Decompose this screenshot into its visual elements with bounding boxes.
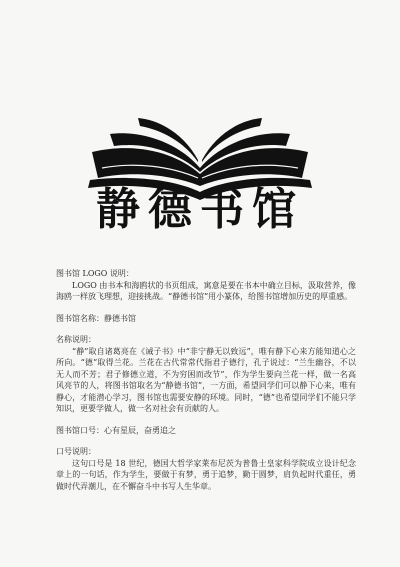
library-name-heading: 图书馆名称： (56, 313, 104, 323)
motto-description-heading: 口号说明： (56, 447, 96, 456)
library-name-section (56, 313, 356, 325)
name-description-section (56, 334, 356, 415)
logo-description-text: LOGO 由书本和海鸥状的书页组成，寓意是要在书本中确立目标，汲取营养，像海鸥一样放飞理想，迎接挑战。“静德书馆”用小篆体，给图书馆增加历史的厚重感。 (56, 280, 356, 301)
library-logo (80, 112, 320, 262)
library-logo-title: 静德书馆 (96, 184, 304, 235)
motto-description-text: 这句口号是 18 世纪，德国大哲学家莱布尼茨为普鲁士皇家科学院成立设计纪念章上的一句话，作为学生，要做于有梦，勇于追梦，勤于圆梦，肩负起时代重任，勇做时代弄潮儿，在不懈奋斗中书写人生华章。 (56, 458, 356, 491)
library-motto-value: 心有星辰，奋勇追之 (104, 425, 176, 435)
document-body (56, 268, 356, 502)
library-name-value: 静德书馆 (104, 313, 136, 323)
logo-description-heading: 图书馆 LOGO 说明： (56, 269, 134, 278)
name-description-heading: 名称说明： (56, 335, 96, 344)
name-description-text: “静”取自诸葛亮在《诫子书》中“非宁静无以致远”，唯有静下心来方能知道心之所向。“德”取得兰花。兰花在古代常常代指君子德行，孔子说过：“兰生幽谷，不以无人而不芳；君子修德立道，不为穷困而改节”，作为学生要向兰花一样，做一名高风亮节的人，将图书馆取名为“静德书馆”，一方面，希望同学们可以静下心来，唯有静心，才能潜心学习，图书馆也需要安静的环境。同时，“德”也希望同学们不能只学知识，更要学做人，做一名对社会有贡献的人。 (56, 346, 356, 413)
logo-description-section (56, 268, 356, 303)
library-motto-heading: 图书馆口号： (56, 425, 104, 435)
library-motto-section (56, 425, 356, 437)
motto-description-section (56, 446, 356, 492)
